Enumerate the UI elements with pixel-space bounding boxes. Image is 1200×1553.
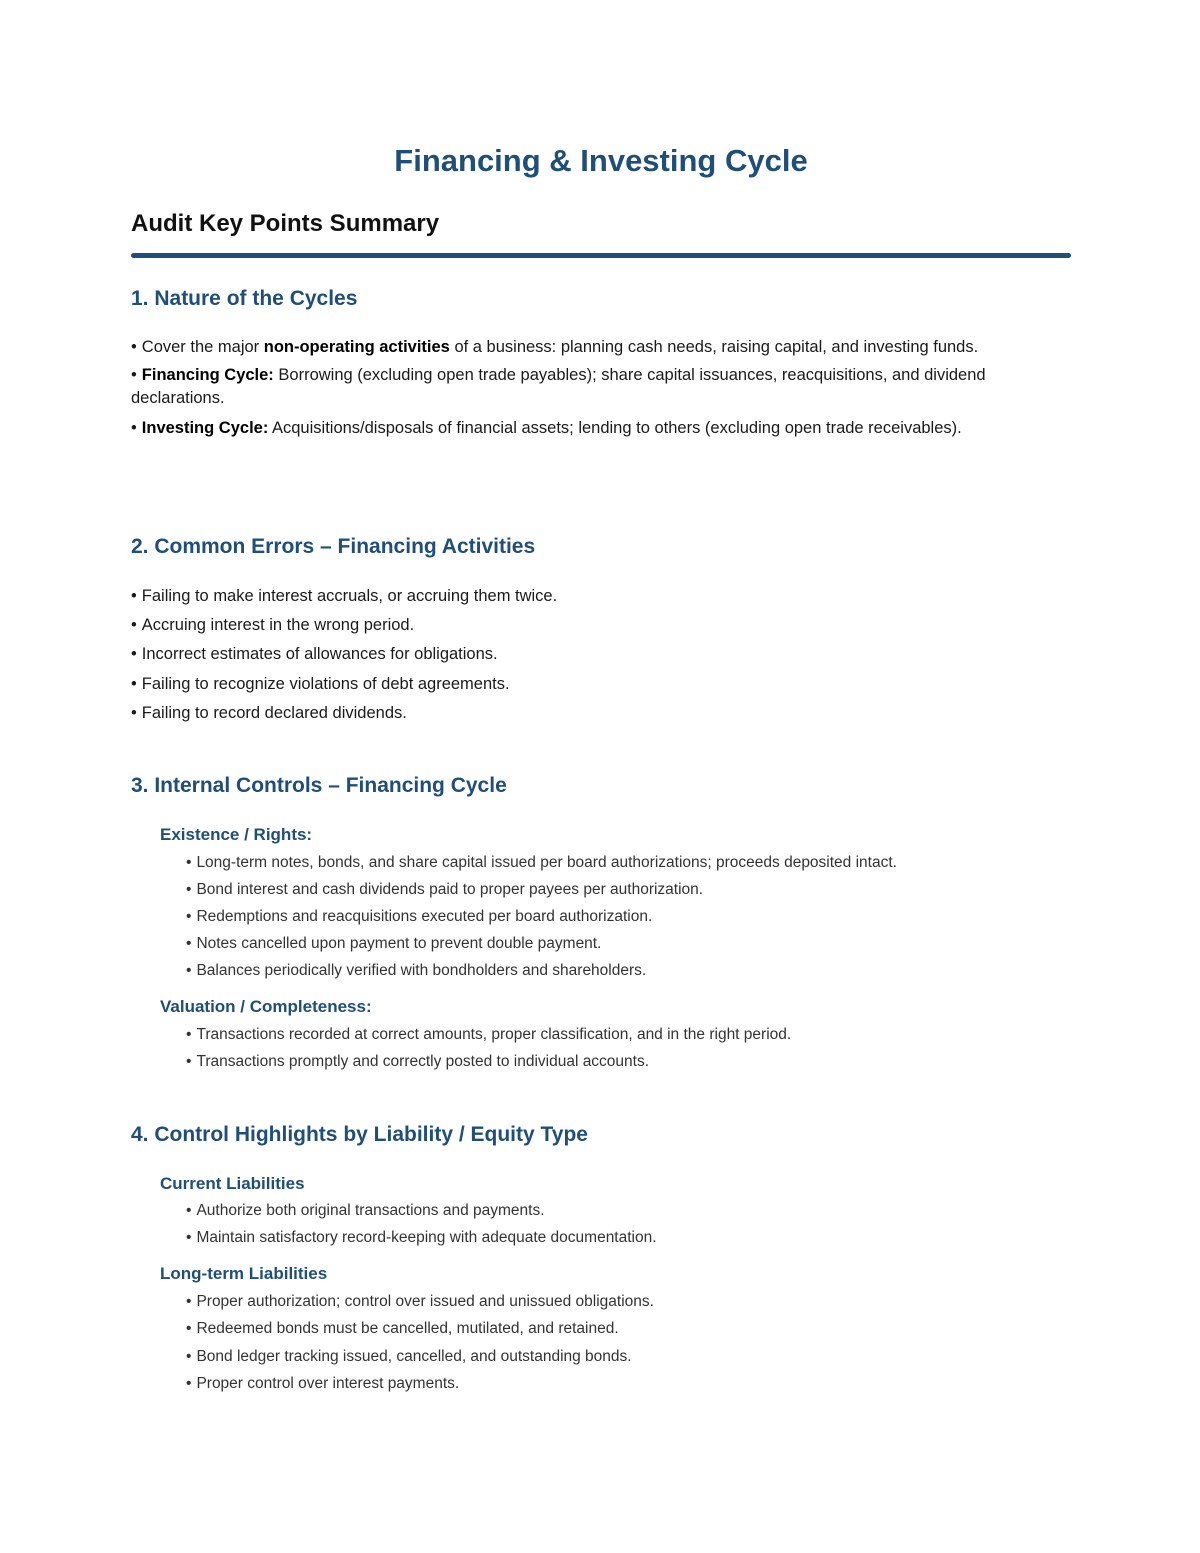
item-text: of a business: planning cash needs, raising capital, and investing funds. — [449, 338, 979, 356]
section-3-sub1-item — [186, 907, 652, 927]
bullet-icon: • — [186, 1320, 192, 1337]
section-3-sub2-item — [186, 1025, 791, 1045]
item-text: Accruing interest in the wrong period. — [141, 616, 415, 634]
bullet-icon: • — [131, 366, 137, 384]
section-2-item — [131, 702, 407, 724]
item-text: Cover the major — [141, 338, 264, 356]
section-3-subheading-valuation: Valuation / Completeness: — [160, 997, 372, 1016]
section-2-item — [131, 673, 510, 695]
section-4-subheading-longterm: Long-term Liabilities — [160, 1264, 328, 1283]
item-text: Transactions promptly and correctly posted to individual accounts. — [196, 1053, 650, 1070]
section-4-sub1-item — [186, 1201, 545, 1221]
item-text: Bond interest and cash dividends paid to proper payees per authorization. — [196, 881, 704, 898]
section-4-sub2-item — [186, 1374, 459, 1394]
bullet-icon: • — [131, 704, 137, 722]
section-3-heading: 3. Internal Controls – Financing Cycle — [131, 774, 507, 797]
item-text: Redemptions and reacquisitions executed per board authorization. — [196, 908, 653, 925]
item-text: Bond ledger tracking issued, cancelled, and outstanding bonds. — [196, 1348, 632, 1365]
section-2-heading: 2. Common Errors – Financing Activities — [131, 535, 536, 558]
item-text: Transactions recorded at correct amounts, proper classification, and in the right period. — [196, 1026, 792, 1043]
bullet-icon: • — [186, 1202, 192, 1219]
item-text: Proper control over interest payments. — [196, 1375, 460, 1392]
section-4-subheading-current: Current Liabilities — [160, 1174, 305, 1193]
section-4-sub2-item — [186, 1319, 619, 1339]
bullet-icon: • — [186, 881, 192, 898]
bullet-icon: • — [186, 1348, 192, 1365]
item-text: Borrowing (excluding open trade payables); share capital issuances, reacquisitions, and dividend declarations. — [131, 366, 986, 407]
item-text: Authorize both original transactions and payments. — [196, 1202, 545, 1219]
section-2-item — [131, 614, 414, 636]
section-2-item — [131, 585, 557, 607]
bullet-icon: • — [186, 1053, 192, 1070]
page-title: Financing & Investing Cycle — [394, 143, 808, 178]
item-bold-text: Investing Cycle: — [141, 419, 269, 437]
section-3-sub2-item — [186, 1052, 649, 1072]
bullet-icon: • — [186, 1375, 192, 1392]
bullet-icon: • — [186, 1229, 192, 1246]
bullet-icon: • — [131, 419, 137, 437]
item-text: Balances periodically verified with bondholders and shareholders. — [196, 962, 647, 979]
item-text: Proper authorization; control over issued and unissued obligations. — [196, 1293, 654, 1310]
item-text: Long-term notes, bonds, and share capital issued per board authorizations; proceeds deposited intact. — [196, 854, 897, 871]
section-4-sub1-item — [186, 1228, 657, 1248]
bullet-icon: • — [131, 587, 137, 605]
section-4-heading: 4. Control Highlights by Liability / Equity Type — [131, 1123, 588, 1146]
item-text: Failing to recognize violations of debt agreements. — [141, 675, 510, 693]
item-text: Failing to make interest accruals, or accruing them twice. — [141, 587, 558, 605]
bullet-icon: • — [186, 962, 192, 979]
page-subtitle: Audit Key Points Summary — [131, 210, 440, 237]
section-3-sub1-item — [186, 934, 601, 954]
item-text: Acquisitions/disposals of financial assets; lending to others (excluding open trade receivables). — [268, 419, 962, 437]
bullet-icon: • — [131, 645, 137, 663]
item-text: Failing to record declared dividends. — [141, 704, 407, 722]
bullet-icon: • — [186, 935, 192, 952]
bullet-icon: • — [131, 338, 137, 356]
title-divider — [131, 253, 1071, 258]
item-text: Incorrect estimates of allowances for obligations. — [141, 645, 498, 663]
bullet-icon: • — [186, 1026, 192, 1043]
section-1-item-1 — [131, 336, 1066, 359]
item-bold-text: Financing Cycle: — [141, 366, 274, 384]
section-1-item-2 — [131, 364, 1066, 410]
section-1-heading: 1. Nature of the Cycles — [131, 287, 358, 310]
section-3-subheading-existence: Existence / Rights: — [160, 825, 313, 844]
item-text: Redeemed bonds must be cancelled, mutilated, and retained. — [196, 1320, 619, 1337]
section-1-item-3 — [131, 417, 1066, 440]
item-bold-text: non-operating activities — [263, 338, 450, 356]
item-text: Notes cancelled upon payment to prevent double payment. — [196, 935, 602, 952]
section-4-sub2-item — [186, 1292, 654, 1312]
section-1-list — [131, 336, 1066, 440]
bullet-icon: • — [131, 616, 137, 634]
bullet-icon: • — [186, 908, 192, 925]
bullet-icon: • — [186, 1293, 192, 1310]
section-2-item — [131, 643, 498, 665]
item-text: Maintain satisfactory record-keeping with adequate documentation. — [196, 1229, 657, 1246]
bullet-icon: • — [131, 675, 137, 693]
section-3-sub1-item — [186, 961, 646, 981]
section-4-sub2-item — [186, 1347, 632, 1367]
bullet-icon: • — [186, 854, 192, 871]
section-3-sub1-item — [186, 880, 703, 900]
section-3-sub1-item — [186, 853, 897, 873]
